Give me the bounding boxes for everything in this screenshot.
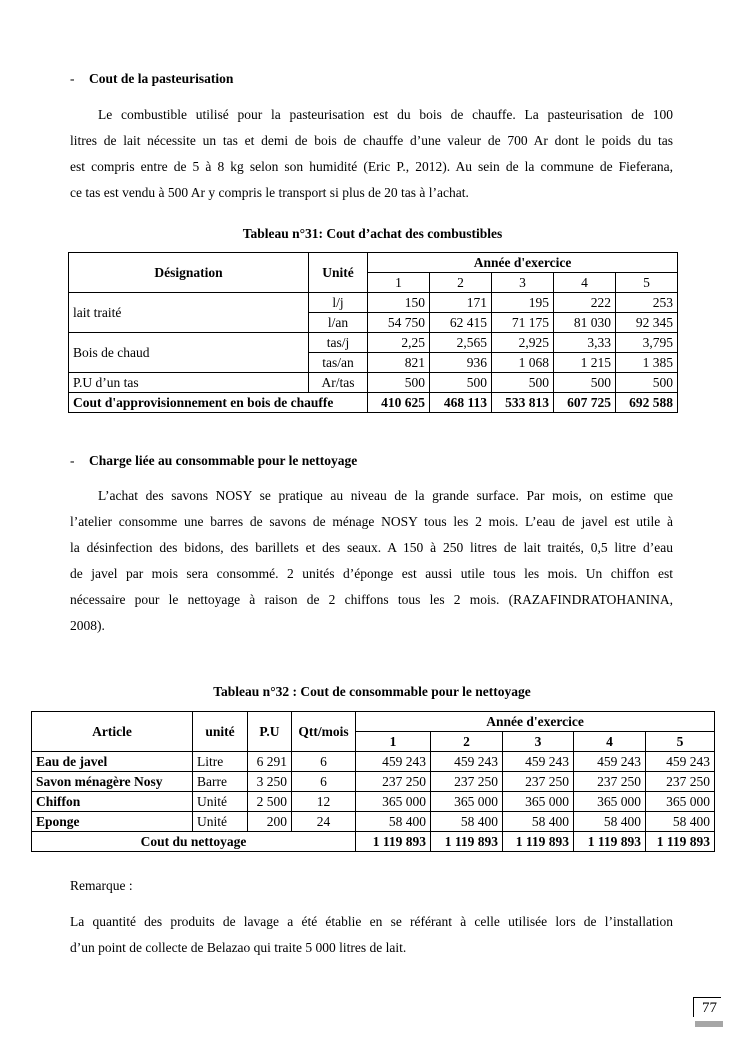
text-line: 2008). [70,618,105,633]
table-row [32,752,715,772]
cell-value: 2,25 [368,333,430,353]
cell-value: 500 [430,373,492,393]
table-row [32,772,715,792]
total-value: 1 119 893 [574,832,646,852]
cell-value: 3,33 [554,333,616,353]
text-line: litres de lait nécessite un tas et demi de bois de chauffe d’une valeur de 700 Ar dont le poids du tas [70,133,673,148]
header-year: 3 [503,732,574,752]
cell-value: 171 [430,293,492,313]
cell-value: 81 030 [554,313,616,333]
remarque-label [70,873,673,899]
row-qtt: 12 [292,792,356,812]
cell-value: 222 [554,293,616,313]
cell-value: 237 250 [356,772,431,792]
cell-value: 237 250 [431,772,503,792]
cell-value: 58 400 [574,812,646,832]
cell-value: 58 400 [503,812,574,832]
cell-value: 58 400 [431,812,503,832]
cell-value: 365 000 [431,792,503,812]
table-total-row [69,393,678,413]
section-heading-pasteurisation [70,71,233,87]
row-article: Savon ménagère Nosy [32,772,193,792]
total-label: Cout du nettoyage [32,832,356,852]
cell-value: 253 [616,293,678,313]
cell-value: 459 243 [503,752,574,772]
total-value: 1 119 893 [646,832,715,852]
cell-value: 821 [368,353,430,373]
table-row [32,792,715,812]
row-pu: 6 291 [248,752,292,772]
row-unit: Barre [193,772,248,792]
cell-value: 459 243 [356,752,431,772]
total-value: 533 813 [492,393,554,413]
text-line: est compris entre de 5 à 8 kg selon son humidité (Eric P., 2012). Au sein de la commune de Fieferana, [70,159,673,174]
total-label: Cout d'approvisionnement en bois de chauffe [69,393,368,413]
header-year: 4 [554,273,616,293]
cell-value: 1 385 [616,353,678,373]
header-unite: Unité [309,253,368,293]
bullet-dash: - [70,71,75,86]
table-row [69,373,678,393]
total-value: 410 625 [368,393,430,413]
header-year: 5 [616,273,678,293]
header-year: 4 [574,732,646,752]
total-value: 607 725 [554,393,616,413]
total-value: 1 119 893 [431,832,503,852]
text-line: de javel par mois sera consommé. 2 unités d’éponge est aussi utile tous les mois. Un chiffon est [70,566,673,581]
cell-value: 71 175 [492,313,554,333]
row-unit: tas/j [309,333,368,353]
paragraph-nettoyage [70,483,673,639]
total-value: 1 119 893 [503,832,574,852]
cell-value: 237 250 [646,772,715,792]
section-heading-nettoyage [70,453,357,469]
cell-value: 195 [492,293,554,313]
paragraph-remarque [70,909,673,961]
text-line: l’atelier consomme une barres de savons de ménage NOSY tous les 2 mois. L’eau de javel est utile à [70,514,673,529]
header-year: 5 [646,732,715,752]
row-unit: l/j [309,293,368,313]
heading-text: Cout de la pasteurisation [89,71,234,86]
cell-value: 62 415 [430,313,492,333]
text-line: L’achat des savons NOSY se pratique au niveau de la grande surface. Par mois, on estime que [98,488,673,503]
row-label: P.U d’un tas [69,373,309,393]
row-article: Eponge [32,812,193,832]
text-line: nécessaire pour le nettoyage à raison de 2 chiffons tous les 2 mois. (RAZAFINDRATOHANINA, [70,592,673,607]
table-row [32,812,715,832]
table31-caption: Tableau n°31: Cout d’achat des combustibles [242,226,503,241]
row-unit: Unité [193,812,248,832]
page-number-bar [695,1021,723,1027]
cell-value: 1 068 [492,353,554,373]
table-combustibles [68,252,678,413]
header-annee: Année d'exercice [368,253,678,273]
row-unit: Ar/tas [309,373,368,393]
row-qtt: 6 [292,752,356,772]
header-qtt: Qtt/mois [292,712,356,752]
total-value: 1 119 893 [356,832,431,852]
text-line: La quantité des produits de lavage a été établie en se référant à celle utilisée lors de l’installation [70,914,673,929]
header-year: 1 [356,732,431,752]
cell-value: 365 000 [503,792,574,812]
cell-value: 500 [616,373,678,393]
cell-value: 2,565 [430,333,492,353]
header-article: Article [32,712,193,752]
table-nettoyage [31,711,715,852]
text-line: la désinfection des bidons, des barillets et des seaux. A 150 à 250 litres de lait traités, 0,5 litre d’eau [70,540,673,555]
row-unit: Litre [193,752,248,772]
cell-value: 237 250 [503,772,574,792]
text-line: ce tas est vendu à 500 Ar y compris le transport si plus de 20 tas à l’achat. [70,185,469,200]
header-designation: Désignation [69,253,309,293]
bullet-dash: - [70,453,75,468]
row-label: lait traité [69,293,309,333]
cell-value: 365 000 [646,792,715,812]
row-article: Eau de javel [32,752,193,772]
cell-value: 58 400 [646,812,715,832]
cell-value: 459 243 [431,752,503,772]
header-unite: unité [193,712,248,752]
paragraph-pasteurisation [70,102,673,206]
row-article: Chiffon [32,792,193,812]
row-unit: Unité [193,792,248,812]
header-year: 2 [430,273,492,293]
cell-value: 1 215 [554,353,616,373]
table-total-row [32,832,715,852]
text-line: Remarque : [70,878,133,893]
cell-value: 459 243 [574,752,646,772]
cell-value: 2,925 [492,333,554,353]
header-annee: Année d'exercice [356,712,715,732]
row-pu: 2 500 [248,792,292,812]
cell-value: 54 750 [368,313,430,333]
header-year: 1 [368,273,430,293]
total-value: 692 588 [616,393,678,413]
cell-value: 92 345 [616,313,678,333]
table-row [69,293,678,313]
cell-value: 150 [368,293,430,313]
header-year: 3 [492,273,554,293]
row-unit: l/an [309,313,368,333]
cell-value: 58 400 [356,812,431,832]
cell-value: 500 [554,373,616,393]
cell-value: 500 [368,373,430,393]
row-qtt: 24 [292,812,356,832]
cell-value: 459 243 [646,752,715,772]
cell-value: 936 [430,353,492,373]
table32-caption: Tableau n°32 : Cout de consommable pour le nettoyage [213,684,531,699]
table-row [69,333,678,353]
cell-value: 3,795 [616,333,678,353]
row-pu: 200 [248,812,292,832]
total-value: 468 113 [430,393,492,413]
cell-value: 365 000 [574,792,646,812]
header-year: 2 [431,732,503,752]
row-pu: 3 250 [248,772,292,792]
heading-text: Charge liée au consommable pour le nettoyage [89,453,358,468]
header-pu: P.U [248,712,292,752]
row-unit: tas/an [309,353,368,373]
row-label: Bois de chaud [69,333,309,373]
cell-value: 500 [492,373,554,393]
text-line: Le combustible utilisé pour la pasteurisation est du bois de chauffe. La pasteurisation de 100 [98,107,673,122]
text-line: d’un point de collecte de Belazao qui traite 5 000 litres de lait. [70,940,407,955]
cell-value: 237 250 [574,772,646,792]
row-qtt: 6 [292,772,356,792]
cell-value: 365 000 [356,792,431,812]
page-number: 77 [693,997,721,1017]
